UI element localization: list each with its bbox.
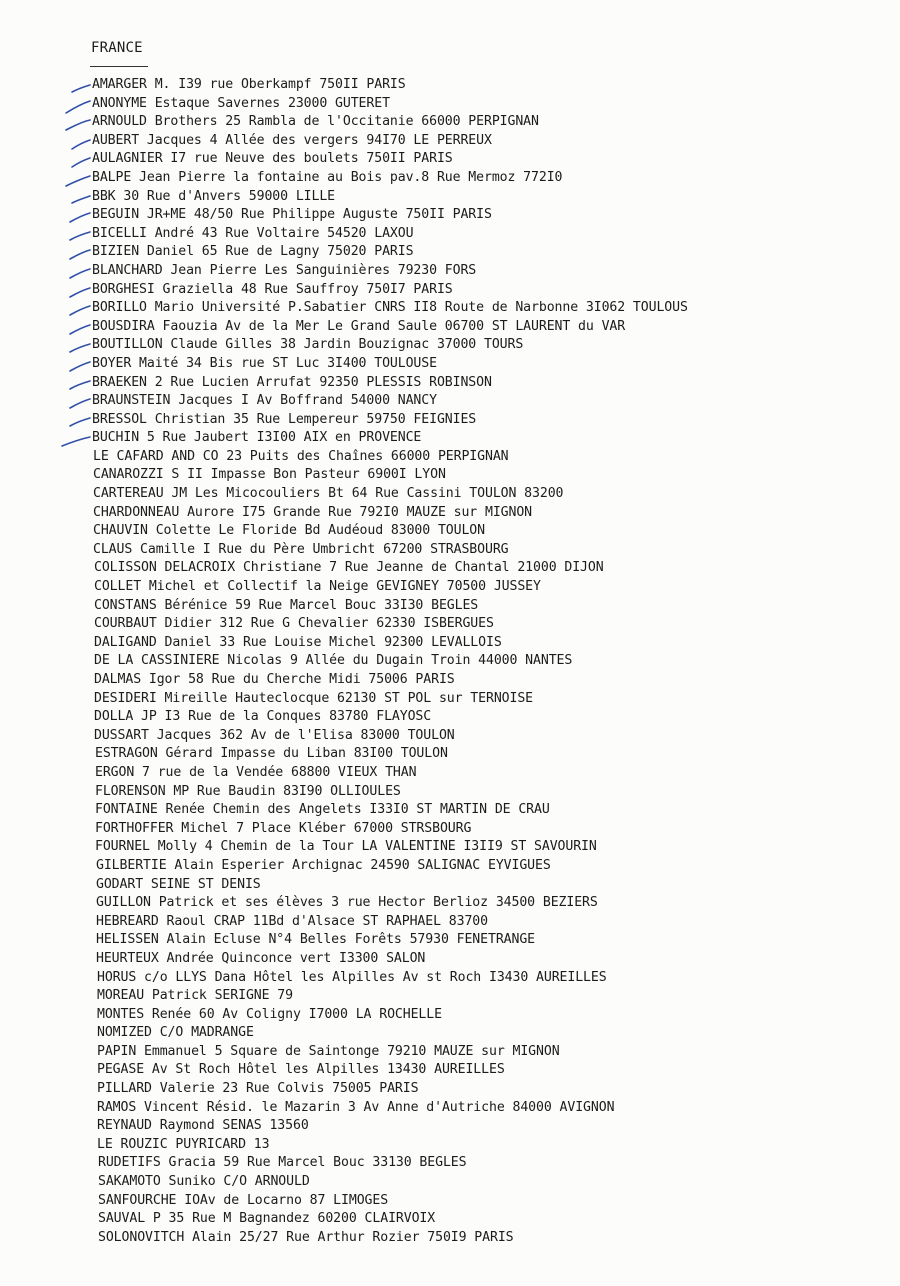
address-line: ERGON 7 rue de la Vendée 68800 VIEUX THAN: [95, 764, 417, 780]
address-line: GILBERTIE Alain Esperier Archignac 24590 SALIGNAC EYVIGUES: [96, 857, 551, 873]
address-line: BRESSOL Christian 35 Rue Lempereur 59750 FEIGNIES: [92, 411, 477, 427]
address-line: FONTAINE Renée Chemin des Angelets I33I0 ST MARTIN DE CRAU: [95, 802, 550, 818]
address-line: DALIGAND Daniel 33 Rue Louise Michel 92300 LEVALLOIS: [94, 634, 502, 650]
address-line: BOUTILLON Claude Gilles 38 Jardin Bouzignac 37000 TOURS: [92, 337, 524, 353]
address-line: DALMAS Igor 58 Rue du Cherche Midi 75006 PARIS: [94, 672, 455, 687]
address-line: RAMOS Vincent Résid. le Mazarin 3 Av Anne d'Autriche 84000 AVIGNON: [97, 1099, 615, 1115]
address-line: CHAUVIN Colette Le Floride Bd Audéoud 83000 TOULON: [93, 523, 485, 539]
address-line: AUBERT Jacques 4 Allée des vergers 94I70 LE PERREUX: [92, 132, 492, 148]
address-list: [0, 76, 900, 1247]
address-line: SAKAMOTO Suniko C/O ARNOULD: [98, 1174, 310, 1190]
address-line: AMARGER M. I39 rue Oberkampf 750II PARIS: [92, 77, 406, 92]
address-line: BOUSDIRA Faouzia Av de la Mer Le Grand Saule 06700 ST LAURENT du VAR: [92, 318, 626, 334]
address-line: DESIDERI Mireille Hauteclocque 62130 ST POL sur TERNOISE: [94, 690, 534, 706]
address-line: BUCHIN 5 Rue Jaubert I3I00 AIX en PROVENCE: [92, 430, 422, 446]
address-line: BRAUNSTEIN Jacques I Av Boffrand 54000 NANCY: [92, 393, 437, 409]
address-line: GUILLON Patrick et ses élèves 3 rue Hector Berlioz 34500 BEZIERS: [96, 895, 598, 911]
address-line: LE ROUZIC PUYRICARD 13: [97, 1136, 270, 1152]
address-line: BBK 30 Rue d'Anvers 59000 LILLE: [92, 188, 336, 204]
address-line: BLANCHARD Jean Pierre Les Sanguinières 79230 FORS: [92, 262, 477, 278]
address-line: HEURTEUX Andrée Quinconce vert I3300 SALON: [96, 950, 426, 966]
address-line: SANFOURCHE IOAv de Locarno 87 LIMOGES: [98, 1192, 389, 1208]
address-line: FORTHOFFER Michel 7 Place Kléber 67000 STRSBOURG: [95, 820, 472, 836]
address-line: HELISSEN Alain Ecluse N°4 Belles Forêts 57930 FENETRANGE: [96, 932, 536, 948]
address-line: FOURNEL Molly 4 Chemin de la Tour LA VALENTINE I3II9 ST SAVOURIN: [95, 839, 597, 855]
address-line: MOREAU Patrick SERIGNE 79: [97, 988, 293, 1004]
address-line: CLAUS Camille I Rue du Père Umbricht 67200 STRASBOURG: [93, 541, 509, 557]
address-line: CARTEREAU JM Les Micocouliers Bt 64 Rue Cassini TOULON 83200: [93, 486, 564, 502]
address-line: CHARDONNEAU Aurore I75 Grande Rue 792I0 MAUZE sur MIGNON: [93, 504, 533, 520]
page-heading: FRANCE: [91, 40, 143, 56]
address-line: REYNAUD Raymond SENAS 13560: [97, 1118, 309, 1134]
address-line: COLISSON DELACROIX Christiane 7 Rue Jeanne de Chantal 21000 DIJON: [94, 560, 604, 576]
address-line: HEBREARD Raoul CRAP 11Bd d'Alsace ST RAPHAEL 83700: [96, 913, 488, 929]
address-line: DOLLA JP I3 Rue de la Conques 83780 FLAYOSC: [94, 709, 432, 725]
address-line: COLLET Michel et Collectif la Neige GEVIGNEY 70500 JUSSEY: [94, 579, 541, 595]
address-line: FLORENSON MP Rue Baudin 83I90 OLLIOULES: [95, 783, 401, 799]
address-line: BORILLO Mario Université P.Sabatier CNRS II8 Route de Narbonne 3I062 TOULOUS: [92, 300, 688, 316]
address-line: SAUVAL P 35 Rue M Bagnandez 60200 CLAIRVOIX: [98, 1211, 436, 1227]
address-line: PAPIN Emmanuel 5 Square de Saintonge 79210 MAUZE sur MIGNON: [97, 1043, 560, 1059]
address-line: GODART SEINE ST DENIS: [96, 876, 261, 892]
address-line: BOYER Maité 34 Bis rue ST Luc 3I400 TOULOUSE: [92, 355, 437, 371]
address-line: HORUS c/o LLYS Dana Hôtel les Alpilles Av st Roch I3430 AUREILLES: [97, 969, 607, 985]
address-line: BORGHESI Graziella 48 Rue Sauffroy 750I7 PARIS: [92, 281, 453, 297]
address-line: PEGASE Av St Roch Hôtel les Alpilles 13430 AUREILLES: [97, 1062, 505, 1078]
address-line: AULAGNIER I7 rue Neuve des boulets 750II PARIS: [92, 151, 453, 167]
address-line: ANONYME Estaque Savernes 23000 GUTERET: [92, 95, 390, 111]
address-line: RUDETIFS Gracia 59 Rue Marcel Bouc 33130 BEGLES: [98, 1155, 467, 1171]
address-line: BALPE Jean Pierre la fontaine au Bois pav.8 Rue Mermoz 772I0: [92, 169, 563, 185]
address-line: LE CAFARD AND CO 23 Puits des Chaînes 66000 PERPIGNAN: [93, 448, 509, 464]
address-line: CONSTANS Bérénice 59 Rue Marcel Bouc 33I30 BEGLES: [94, 597, 479, 613]
address-line: BIZIEN Daniel 65 Rue de Lagny 75020 PARIS: [92, 244, 414, 260]
address-line: BEGUIN JR+ME 48/50 Rue Philippe Auguste 750II PARIS: [92, 207, 492, 223]
address-line: MONTES Renée 60 Av Coligny I7000 LA ROCHELLE: [97, 1006, 442, 1022]
address-line: NOMIZED C/O MADRANGE: [97, 1025, 254, 1041]
address-line: ARNOULD Brothers 25 Rambla de l'Occitanie 66000 PERPIGNAN: [92, 114, 539, 130]
address-line: CANAROZZI S II Impasse Bon Pasteur 6900I LYON: [93, 467, 446, 483]
address-line: PILLARD Valerie 23 Rue Colvis 75005 PARIS: [97, 1081, 419, 1097]
address-line: SOLONOVITCH Alain 25/27 Rue Arthur Rozier 750I9 PARIS: [98, 1229, 514, 1245]
heading-underline: [90, 66, 148, 67]
address-line: DE LA CASSINIERE Nicolas 9 Allée du Dugain Troin 44000 NANTES: [94, 653, 573, 669]
address-line: BRAEKEN 2 Rue Lucien Arrufat 92350 PLESSIS ROBINSON: [92, 374, 492, 390]
address-line: COURBAUT Didier 312 Rue G Chevalier 62330 ISBERGUES: [94, 616, 494, 632]
address-line: ESTRAGON Gérard Impasse du Liban 83I00 TOULON: [95, 746, 448, 762]
address-line: BICELLI André 43 Rue Voltaire 54520 LAXOU: [92, 225, 414, 241]
address-line: DUSSART Jacques 362 Av de l'Elisa 83000 TOULON: [94, 727, 455, 743]
